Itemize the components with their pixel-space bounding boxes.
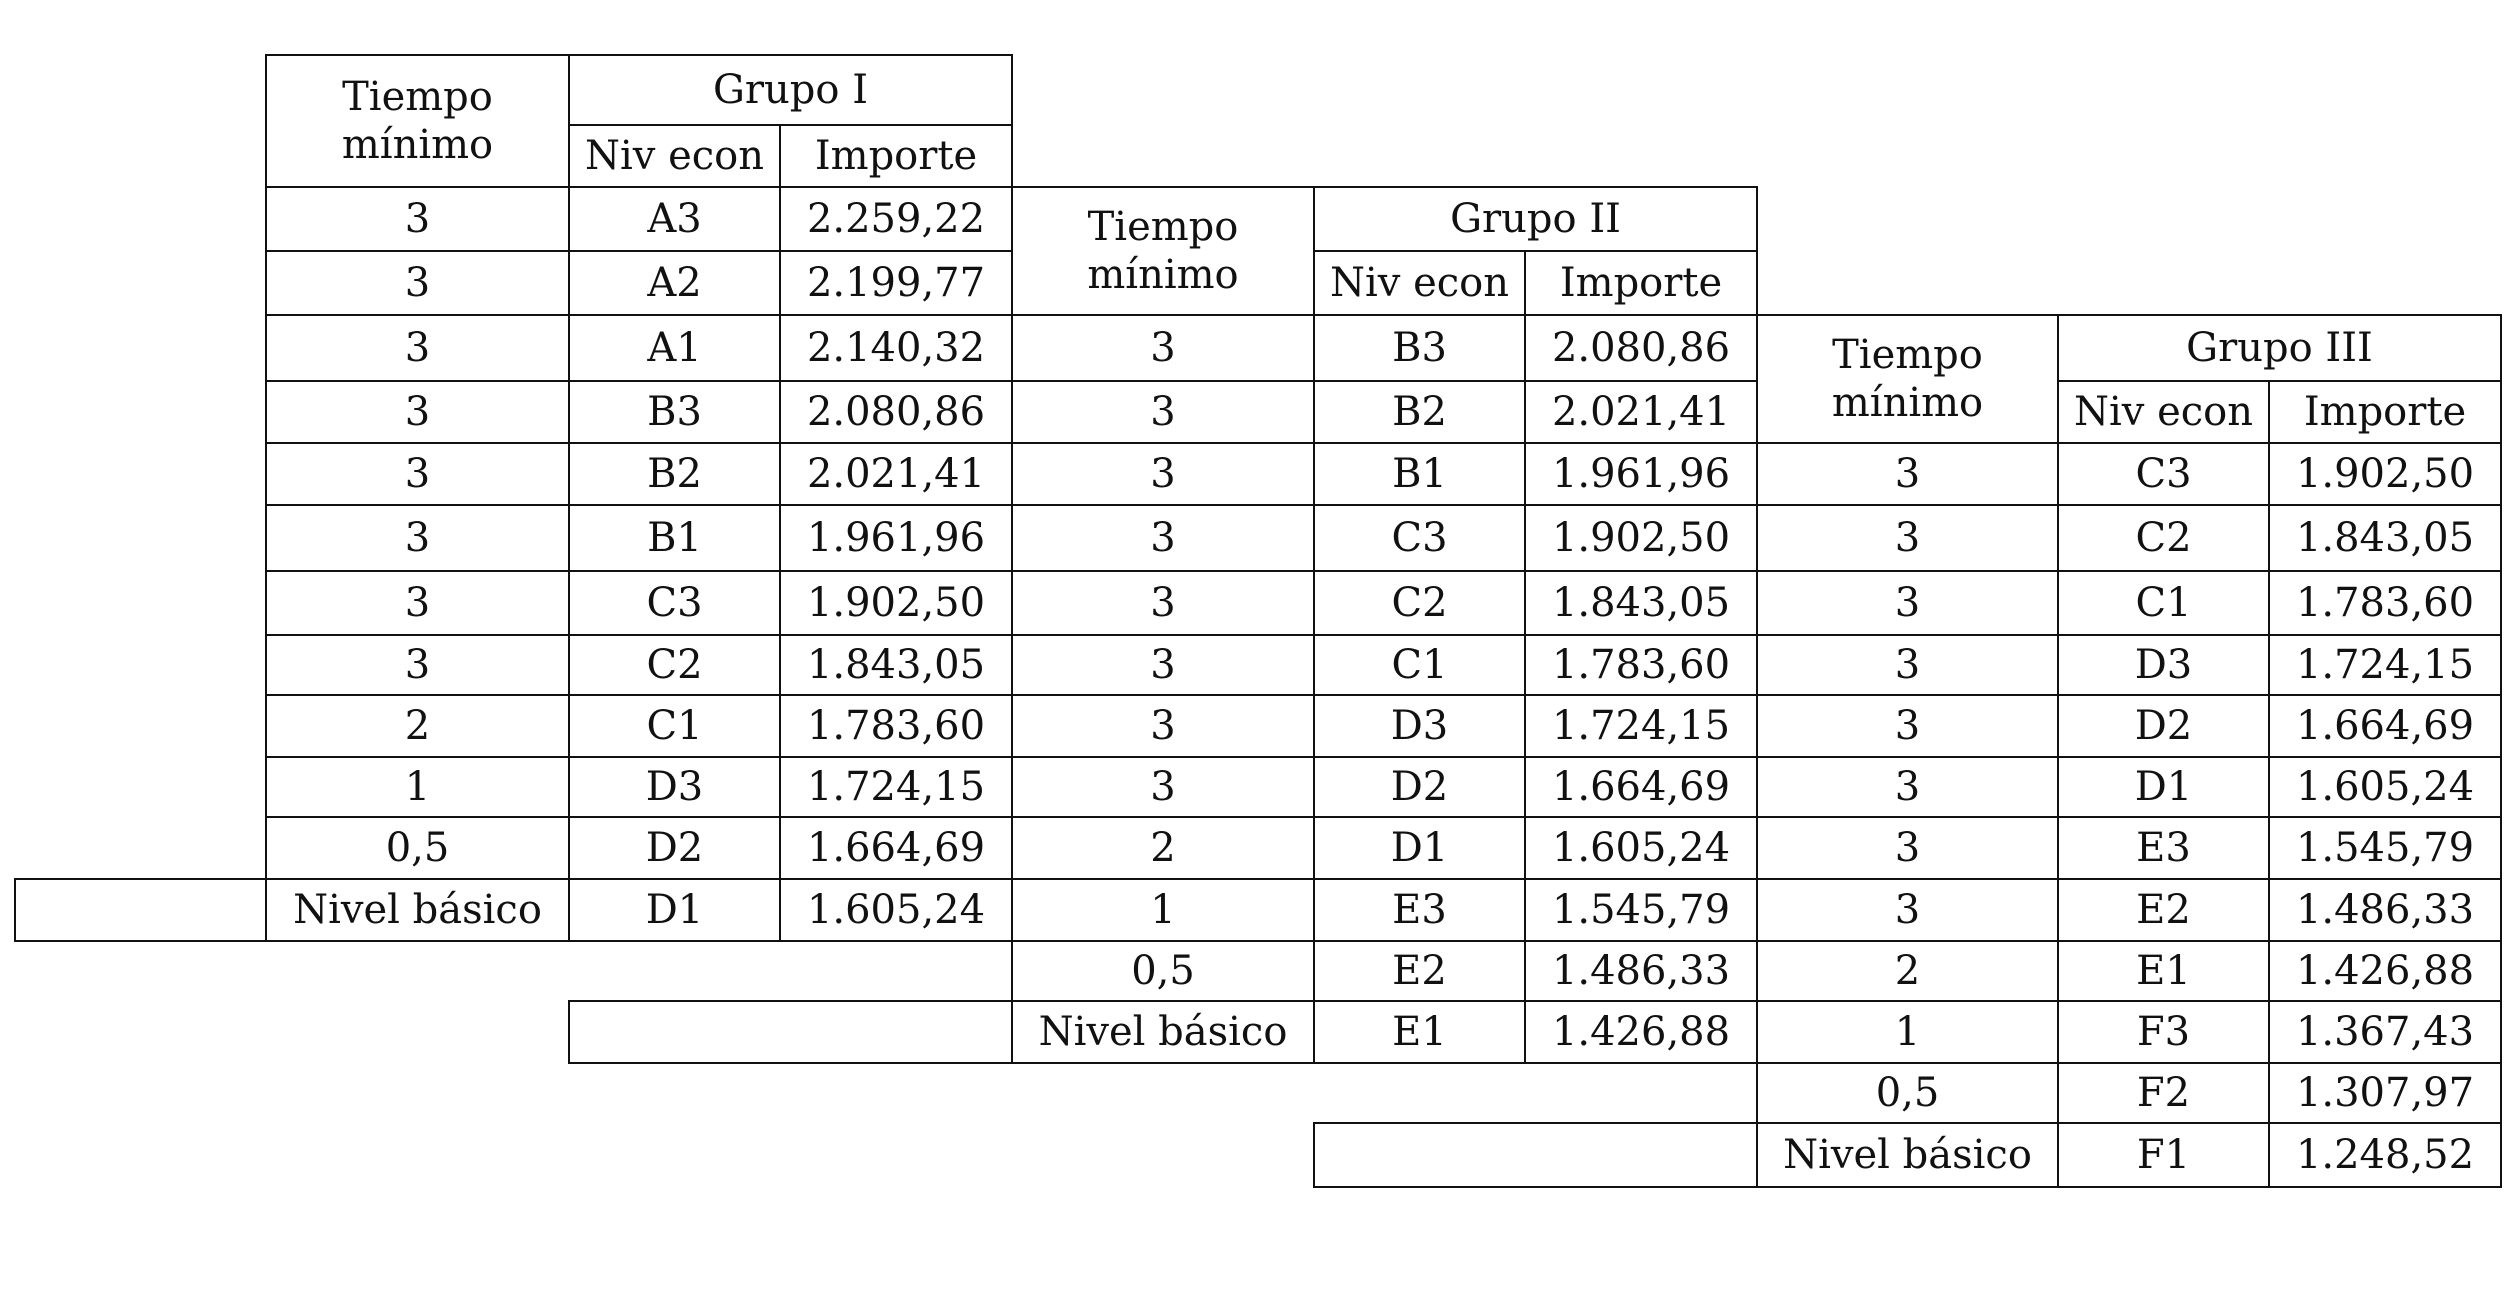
- tiempo-cell: [1011, 1000, 1315, 1064]
- importe-cell-text: 1.545,79: [1551, 887, 1731, 933]
- importe-cell: [779, 186, 1013, 252]
- tiempo-cell: [1011, 442, 1315, 506]
- tiempo-cell: [1011, 570, 1315, 636]
- importe-cell: [2268, 756, 2502, 818]
- tiempo-cell: [1756, 1062, 2059, 1124]
- nivel-cell: [1313, 442, 1526, 506]
- tiempo-cell-text: 3: [404, 196, 431, 242]
- importe-cell-text: 1.902,50: [2295, 451, 2475, 497]
- nivel-cell: [1313, 1000, 1526, 1064]
- nivel-cell: [2057, 504, 2270, 572]
- group-title: [2057, 314, 2502, 382]
- nivel-cell-text: D3: [2134, 642, 2193, 688]
- tiempo-cell-text: 3: [1894, 703, 1921, 749]
- tiempo-minimo-header-text: Tiempo mínimo: [1831, 332, 1984, 426]
- nivel-cell-text: D2: [645, 825, 704, 871]
- nivel-cell-text: B1: [647, 515, 702, 561]
- tiempo-cell-text: 3: [1894, 515, 1921, 561]
- importe-cell: [2268, 816, 2502, 880]
- importe-header: [1524, 250, 1758, 316]
- importe-cell-text: 2.080,86: [1551, 325, 1731, 371]
- nivel-cell-text: F2: [2136, 1070, 2191, 1116]
- importe-cell-text: 1.605,24: [806, 887, 986, 933]
- importe-cell: [779, 442, 1013, 506]
- tiempo-cell: [1756, 1122, 2059, 1188]
- tiempo-minimo-header-text: Tiempo mínimo: [1087, 204, 1239, 298]
- tiempo-cell: [1011, 756, 1315, 818]
- tiempo-cell: [1756, 570, 2059, 636]
- nivel-cell-text: C3: [646, 580, 703, 626]
- tiempo-cell: [265, 250, 570, 316]
- tiempo-cell: [1011, 314, 1315, 382]
- empty-cell: [568, 1000, 1013, 1064]
- importe-cell: [1524, 816, 1758, 880]
- nivel-cell-text: F1: [2136, 1132, 2191, 1178]
- importe-cell: [1524, 634, 1758, 696]
- importe-cell-text: 2.259,22: [806, 196, 986, 242]
- nivel-cell: [568, 756, 781, 818]
- tiempo-cell-text: 0,5: [1131, 948, 1195, 994]
- importe-cell-text: 1.902,50: [806, 580, 986, 626]
- nivel-cell: [1313, 570, 1526, 636]
- tiempo-cell: [265, 878, 570, 942]
- nivel-cell-text: C3: [1391, 515, 1448, 561]
- importe-cell-text: 1.605,24: [2295, 764, 2475, 810]
- nivel-cell: [1313, 694, 1526, 758]
- group-title: [568, 54, 1013, 126]
- tiempo-cell-text: 3: [1150, 764, 1176, 810]
- tiempo-cell-text: 3: [1150, 515, 1176, 561]
- importe-cell: [2268, 878, 2502, 942]
- nivel-cell: [1313, 504, 1526, 572]
- tiempo-cell-text: 3: [404, 389, 431, 435]
- tiempo-cell: [265, 694, 570, 758]
- nivel-cell: [2057, 756, 2270, 818]
- tiempo-cell: [265, 634, 570, 696]
- tiempo-cell: [1011, 504, 1315, 572]
- nivel-cell: [568, 504, 781, 572]
- tiempo-cell: [1756, 816, 2059, 880]
- tiempo-cell-text: 3: [404, 260, 431, 306]
- nivel-cell: [2057, 694, 2270, 758]
- nivel-cell: [1313, 634, 1526, 696]
- tiempo-cell-text: 3: [1150, 580, 1176, 626]
- importe-cell-text: 1.367,43: [2295, 1009, 2475, 1055]
- importe-cell: [1524, 504, 1758, 572]
- importe-cell-text: 1.426,88: [1551, 1009, 1731, 1055]
- importe-cell: [1524, 940, 1758, 1002]
- nivel-cell-text: D1: [2134, 764, 2193, 810]
- tiempo-cell-text: 3: [1894, 764, 1921, 810]
- nivel-cell-text: E1: [2136, 948, 2191, 994]
- importe-cell: [1524, 380, 1758, 444]
- importe-cell: [1524, 442, 1758, 506]
- tiempo-cell: [265, 314, 570, 382]
- nivel-cell-text: C1: [646, 703, 703, 749]
- importe-cell-text: 2.080,86: [806, 389, 986, 435]
- importe-cell: [2268, 570, 2502, 636]
- tiempo-cell-text: 2: [1150, 825, 1176, 871]
- nivel-cell: [568, 570, 781, 636]
- importe-cell-text: 1.426,88: [2295, 948, 2475, 994]
- importe-cell: [779, 314, 1013, 382]
- nivel-cell-text: C2: [1391, 580, 1448, 626]
- nivel-cell: [568, 694, 781, 758]
- importe-cell: [2268, 1122, 2502, 1188]
- importe-cell-text: 1.664,69: [806, 825, 986, 871]
- tiempo-cell-text: 3: [1150, 451, 1176, 497]
- nivel-cell: [2057, 570, 2270, 636]
- nivel-cell-text: C1: [1391, 642, 1448, 688]
- nivel-cell-text: A3: [647, 196, 702, 242]
- tiempo-cell-text: 3: [1894, 642, 1921, 688]
- nivel-cell-text: B2: [647, 451, 702, 497]
- importe-cell-text: 1.902,50: [1551, 515, 1731, 561]
- importe-header-text: Importe: [814, 133, 978, 179]
- tiempo-cell: [265, 816, 570, 880]
- tiempo-cell-text: 2: [1894, 948, 1921, 994]
- importe-cell-text: 1.724,15: [2295, 642, 2475, 688]
- tiempo-cell-text: 1: [1894, 1009, 1921, 1055]
- nivel-cell-text: E3: [1392, 887, 1447, 933]
- nivel-cell-text: B3: [1392, 325, 1447, 371]
- nivel-cell-text: B2: [1392, 389, 1447, 435]
- nivel-cell-text: C3: [2135, 451, 2192, 497]
- importe-cell: [779, 816, 1013, 880]
- importe-cell-text: 1.724,15: [1551, 703, 1731, 749]
- tiempo-cell: [1011, 380, 1315, 444]
- nivel-cell-text: A2: [647, 260, 702, 306]
- importe-cell: [779, 380, 1013, 444]
- nivel-cell-text: C2: [2135, 515, 2192, 561]
- tiempo-cell: [1756, 442, 2059, 506]
- importe-cell-text: 2.140,32: [806, 325, 986, 371]
- importe-cell-text: 2.199,77: [806, 260, 986, 306]
- nivel-cell: [568, 878, 781, 942]
- tiempo-cell-text: 3: [1150, 642, 1176, 688]
- nivel-cell-text: E1: [1392, 1009, 1447, 1055]
- nivel-cell-text: D2: [2134, 703, 2193, 749]
- nivel-cell: [568, 442, 781, 506]
- nivel-cell-text: D3: [645, 764, 704, 810]
- importe-cell-text: 1.664,69: [2295, 703, 2475, 749]
- tiempo-cell-text: 3: [404, 325, 431, 371]
- nivel-cell-text: D2: [1390, 764, 1449, 810]
- tiempo-cell: [1011, 878, 1315, 942]
- nivel-cell: [2057, 816, 2270, 880]
- tiempo-cell: [1011, 816, 1315, 880]
- nivel-cell: [2057, 442, 2270, 506]
- importe-cell: [2268, 1062, 2502, 1124]
- nivel-cell-text: B1: [1392, 451, 1447, 497]
- tiempo-cell: [1756, 634, 2059, 696]
- importe-cell: [2268, 940, 2502, 1002]
- tiempo-cell: [1756, 756, 2059, 818]
- group-title: [1313, 186, 1758, 252]
- tiempo-cell: [1756, 504, 2059, 572]
- tiempo-cell: [265, 756, 570, 818]
- tiempo-cell: [1011, 694, 1315, 758]
- group-title-text: Grupo II: [1450, 196, 1621, 242]
- nivel-cell: [2057, 878, 2270, 942]
- tiempo-cell-text: 2: [404, 703, 431, 749]
- importe-header: [779, 124, 1013, 188]
- importe-cell: [779, 570, 1013, 636]
- nivel-cell-text: E2: [2136, 887, 2191, 933]
- nivel-cell-text: D1: [645, 887, 704, 933]
- importe-cell: [779, 694, 1013, 758]
- tiempo-cell-text: 3: [1894, 887, 1921, 933]
- importe-cell-text: 1.843,05: [806, 642, 986, 688]
- niv-econ-header-text: Niv econ: [1329, 260, 1510, 306]
- tiempo-cell-text: 3: [1150, 389, 1176, 435]
- importe-cell-text: 1.605,24: [1551, 825, 1731, 871]
- nivel-cell: [2057, 940, 2270, 1002]
- nivel-cell: [1313, 940, 1526, 1002]
- tiempo-cell-text: 3: [404, 580, 431, 626]
- importe-cell: [2268, 442, 2502, 506]
- tiempo-cell-text: 3: [404, 642, 431, 688]
- importe-cell-text: 1.248,52: [2295, 1132, 2475, 1178]
- nivel-cell: [2057, 1000, 2270, 1064]
- importe-cell-text: 1.783,60: [806, 703, 986, 749]
- importe-cell: [1524, 1000, 1758, 1064]
- tiempo-cell-text: 3: [404, 515, 431, 561]
- tiempo-cell-text: Nivel básico: [1783, 1132, 2032, 1178]
- importe-cell: [779, 634, 1013, 696]
- tiempo-cell-text: 3: [1150, 703, 1176, 749]
- tiempo-minimo-header-text: Tiempo mínimo: [341, 74, 494, 168]
- importe-cell: [1524, 878, 1758, 942]
- niv-econ-header: [568, 124, 781, 188]
- tiempo-cell: [265, 570, 570, 636]
- importe-cell-text: 1.664,69: [1551, 764, 1731, 810]
- tiempo-cell: [1756, 694, 2059, 758]
- tiempo-cell-text: Nivel básico: [293, 887, 542, 933]
- importe-cell: [779, 250, 1013, 316]
- tiempo-cell: [1756, 940, 2059, 1002]
- tiempo-cell-text: Nivel básico: [1038, 1009, 1288, 1055]
- tiempo-cell: [1011, 634, 1315, 696]
- tiempo-minimo-header: [265, 54, 570, 188]
- tiempo-cell: [265, 380, 570, 444]
- importe-cell-text: 2.021,41: [806, 451, 986, 497]
- importe-cell-text: 1.961,96: [806, 515, 986, 561]
- group-title-text: Grupo I: [712, 67, 869, 113]
- importe-cell-text: 1.724,15: [806, 764, 986, 810]
- tiempo-cell-text: 3: [1894, 580, 1921, 626]
- importe-header-text: Importe: [1559, 260, 1723, 306]
- importe-cell: [1524, 570, 1758, 636]
- group-title-text: Grupo III: [2186, 325, 2373, 371]
- nivel-cell-text: E3: [2136, 825, 2191, 871]
- nivel-cell: [1313, 380, 1526, 444]
- importe-cell-text: 1.545,79: [2295, 825, 2475, 871]
- nivel-cell: [568, 250, 781, 316]
- importe-cell-text: 1.783,60: [1551, 642, 1731, 688]
- importe-cell-text: 1.843,05: [2295, 515, 2475, 561]
- importe-cell: [2268, 694, 2502, 758]
- nivel-cell: [2057, 634, 2270, 696]
- importe-header-text: Importe: [2303, 389, 2467, 435]
- nivel-cell-text: D1: [1390, 825, 1449, 871]
- importe-cell: [779, 756, 1013, 818]
- importe-cell-text: 2.021,41: [1551, 389, 1731, 435]
- tiempo-cell: [265, 442, 570, 506]
- tiempo-cell: [1756, 878, 2059, 942]
- nivel-cell: [568, 380, 781, 444]
- nivel-cell: [568, 314, 781, 382]
- tiempo-cell-text: 3: [1150, 325, 1176, 371]
- niv-econ-header: [1313, 250, 1526, 316]
- tiempo-cell-text: 1: [1150, 887, 1176, 933]
- empty-cell: [14, 878, 267, 942]
- importe-cell: [1524, 694, 1758, 758]
- nivel-cell-text: A1: [647, 325, 702, 371]
- importe-cell-text: 1.843,05: [1551, 580, 1731, 626]
- importe-cell-text: 1.486,33: [2295, 887, 2475, 933]
- nivel-cell-text: F3: [2136, 1009, 2191, 1055]
- niv-econ-header-text: Niv econ: [2073, 389, 2254, 435]
- importe-cell-text: 1.486,33: [1551, 948, 1731, 994]
- tiempo-minimo-header: [1011, 186, 1315, 316]
- importe-cell-text: 1.961,96: [1551, 451, 1731, 497]
- importe-cell: [2268, 1000, 2502, 1064]
- nivel-cell: [2057, 1062, 2270, 1124]
- tiempo-minimo-header: [1756, 314, 2059, 444]
- tiempo-cell-text: 0,5: [1875, 1070, 1940, 1116]
- importe-cell: [2268, 504, 2502, 572]
- tiempo-cell: [265, 186, 570, 252]
- tiempo-cell-text: 0,5: [385, 825, 450, 871]
- nivel-cell: [1313, 314, 1526, 382]
- nivel-cell: [1313, 756, 1526, 818]
- importe-header: [2268, 380, 2502, 444]
- tiempo-cell-text: 3: [404, 451, 431, 497]
- tiempo-cell: [265, 504, 570, 572]
- niv-econ-header: [2057, 380, 2270, 444]
- nivel-cell: [1313, 816, 1526, 880]
- nivel-cell-text: D3: [1390, 703, 1449, 749]
- tiempo-cell-text: 1: [404, 764, 431, 810]
- importe-cell: [779, 878, 1013, 942]
- nivel-cell: [1313, 878, 1526, 942]
- importe-cell: [1524, 314, 1758, 382]
- tiempo-cell-text: 3: [1894, 451, 1921, 497]
- importe-cell: [2268, 634, 2502, 696]
- importe-cell-text: 1.307,97: [2295, 1070, 2475, 1116]
- niv-econ-header-text: Niv econ: [584, 133, 765, 179]
- nivel-cell: [568, 186, 781, 252]
- nivel-cell-text: E2: [1392, 948, 1447, 994]
- importe-cell-text: 1.783,60: [2295, 580, 2475, 626]
- tiempo-cell: [1011, 940, 1315, 1002]
- nivel-cell-text: C2: [646, 642, 703, 688]
- nivel-cell-text: C1: [2135, 580, 2192, 626]
- nivel-cell-text: B3: [647, 389, 702, 435]
- empty-cell: [1313, 1122, 1758, 1188]
- tiempo-cell-text: 3: [1894, 825, 1921, 871]
- importe-cell: [1524, 756, 1758, 818]
- nivel-cell: [568, 634, 781, 696]
- nivel-cell: [2057, 1122, 2270, 1188]
- nivel-cell: [568, 816, 781, 880]
- tiempo-cell: [1756, 1000, 2059, 1064]
- importe-cell: [779, 504, 1013, 572]
